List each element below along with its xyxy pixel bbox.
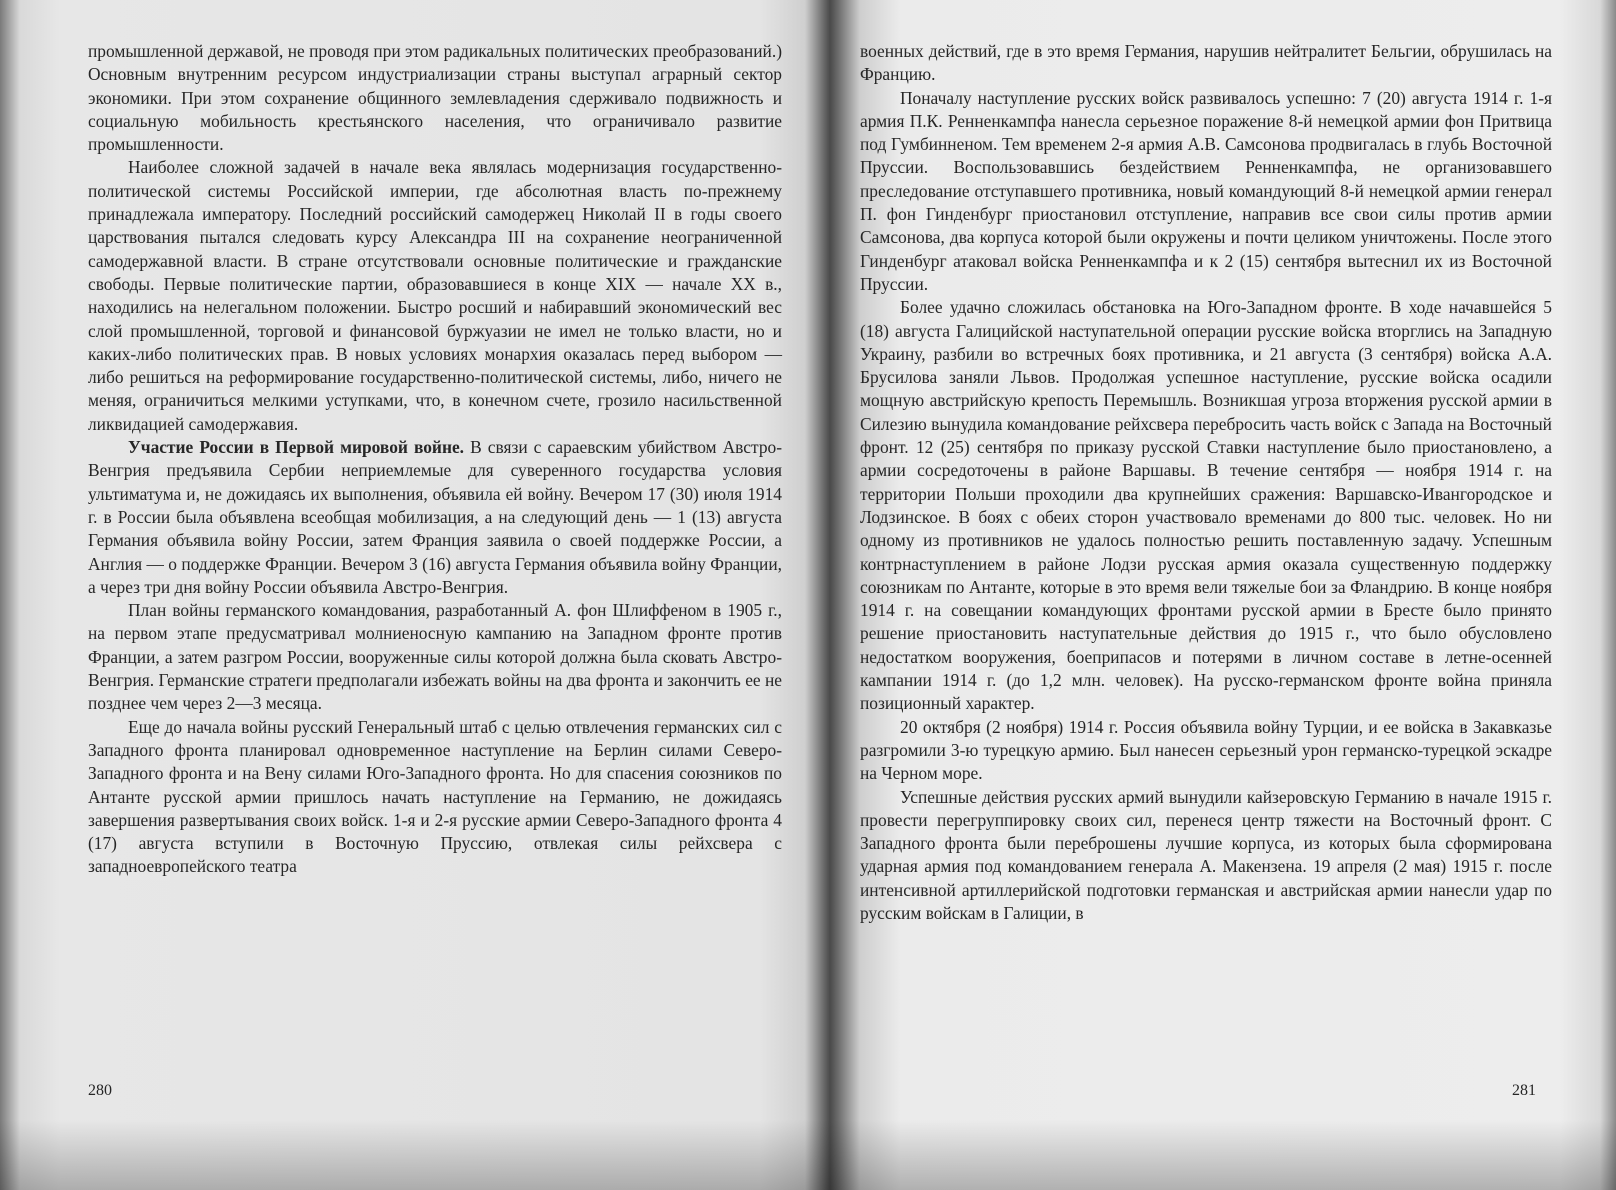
paragraph: военных действий, где в это время Германия, нарушив нейтралитет Бельгии, обрушилась на Францию. <box>860 41 1552 85</box>
left-page <box>88 40 782 879</box>
section-heading: Участие России в Первой мировой войне. <box>128 437 465 458</box>
paragraph-text: В связи с сараевским убийством Австро-Венгрия предъявила Сербии неприемлемые для суверенного государства условия ультиматума и, не дожидаясь их выполнения, объявила ей войну. Вечером 17 (30) июля 1914 г. в России была объявлена всеобщая мобилизация, а на следующий день — 1 (13) августа Германия объявила войну России, затем Франция заявила о своей поддержке России, а Англия — о поддержке Франции. Вечером 3 (16) августа Германия объявила войну Франции, а через три дня войну России объявила Австро-Венгрия. <box>88 437 782 597</box>
paragraph: Наиболее сложной задачей в начале века являлась модернизация государственно-политической системы Российской империи, где абсолютная власть по-прежнему принадлежала императору. Последний российский самодержец Николай II в годы своего царствования пытался следовать курсу Александра III на сохранение неограниченной самодержавной власти. В стране отсутствовали основные политические и гражданские свободы. Первые политические партии, образовавшиеся в конце XIX — начале XX в., находились на нелегальном положении. Быстро росший и набиравший экономический вес слой промышленной, торговой и финансовой буржуазии не имел не только власти, но и каких-либо политических прав. В новых условиях монархия оказалась перед выбором — либо решиться на реформирование государственно-политической системы, либо, ничего не меняя, ограничиться мелкими уступками, что, в конечном счете, грозило насильственной ликвидацией самодержавия. <box>88 157 782 434</box>
paragraph: 20 октября (2 ноября) 1914 г. Россия объявила войну Турции, и ее войска в Закавказье разгромили 3-ю турецкую армию. Был нанесен серьезный урон германско-турецкой эскадре на Черном море. <box>860 716 1552 784</box>
paragraph: Еще до начала войны русский Генеральный штаб с целью отвлечения германских сил с Западного фронта планировал одновременное наступление на Берлин силами Северо-Западного фронта и на Вену силами Юго-Западного фронта. Но для спасения союзников по Антанте русской армии пришлось начать наступление на Германию, не дожидаясь завершения развертывания своих войск. 1-я и 2-я русские армии Северо-Западного фронта 4 (17) августа вступили в Восточную Пруссию, отвлекая силы рейхсвера с западноевропейского театра <box>88 716 782 877</box>
paragraph: Более удачно сложилась обстановка на Юго-Западном фронте. В ходе начавшейся 5 (18) августа Галицийской наступательной операции русские войска вторглись на Западную Украину, разбили во встречных боях противника, и 21 августа (3 сентября) войска А.А. Брусилова заняли Львов. Продолжая успешное наступление, русские войска осадили мощную австрийскую крепость Перемышль. Возникшая угроза вторжения русской армии в Силезию вынудила командование рейхсвера перебросить часть войск с Запада на Восточный фронт. 12 (25) сентября по приказу русской Ставки наступление было приостановлено, а армии сосредоточены в районе Варшавы. В течение сентября — ноября 1914 г. на территории Польши проходили два крупнейших сражения: Варшавско-Ивангородское и Лодзинское. В боях с обеих сторон участвовало временами до 800 тыс. человек. Но ни одному из противников не удалось полностью решить поставленную задачу. Успешным контрнаступлением в районе Лодзи русская армия оказала существенную поддержку союзникам по Антанте, которые в это время вели тяжелые бои за Фландрию. В конце ноября 1914 г. на совещании командующих фронтами русской армии в Бресте было принято решение приостановить наступательные действия до 1915 г., что было обусловлено недостатком вооружения, боеприпасов и потерями в личном составе в летне-осенней кампании 1914 г. (до 1,2 млн. человек). На русско-германском фронте война приняла позиционный характер. <box>860 297 1552 714</box>
paragraph: Поначалу наступление русских войск развивалось успешно: 7 (20) августа 1914 г. 1-я армия П.К. Ренненкампфа нанесла серьезное поражение 8-й немецкой армии фон Притвица под Гумбинненом. Тем временем 2-я армия А.В. Самсонова продвигалась в глубь Восточной Пруссии. Воспользовавшись бездействием Ренненкампфа, не организовавшего преследование отступавшего противника, новый командующий 8-й немецкой армии генерал П. фон Гинденбург приостановил отступление, направив все свои силы против армии Самсонова, два корпуса которой были окружены и почти целиком уничтожены. После этого Гинденбург атаковал войска Ренненкампфа и к 2 (15) сентября вытеснил их из Восточной Пруссии. <box>860 87 1552 294</box>
paragraph: Успешные действия русских армий вынудили кайзеровскую Германию в начале 1915 г. провести перегруппировку своих сил, перенеся центр тяжести на Восточный фронт. С Западного фронта были переброшены лучшие корпуса, из которых была сформирована ударная армия под командованием генерала А. Макензена. 19 апреля (2 мая) 1915 г. после интенсивной артиллерийской подготовки германская и австрийская армии нанесли удар по русским войскам в Галиции, в <box>860 786 1552 923</box>
page-number-left: 280 <box>88 1082 112 1099</box>
paragraph <box>88 436 782 599</box>
paragraph: промышленной державой, не проводя при этом радикальных политических преобразований.) Основным внутренним ресурсом индустриализации страны выступал аграрный сектор экономики. При этом сохранение общинного землевладения сдерживало подвижность и социальную мобильность крестьянского населения, что ограничивало развитие промышленности. <box>88 41 782 155</box>
page-number-right: 281 <box>1512 1082 1536 1099</box>
page-bottom-shadow <box>0 1120 1616 1190</box>
right-page <box>860 40 1552 925</box>
paragraph: План войны германского командования, разработанный А. фон Шлиффеном в 1905 г., на первом этапе предусматривал молниеносную кампанию на Западном фронте против Франции, а затем разгром России, вооруженные силы которой должна была сковать Австро-Венгрия. Германские стратеги предполагали избежать войны на два фронта и закончить ее не позднее чем через 2—3 месяца. <box>88 600 783 714</box>
